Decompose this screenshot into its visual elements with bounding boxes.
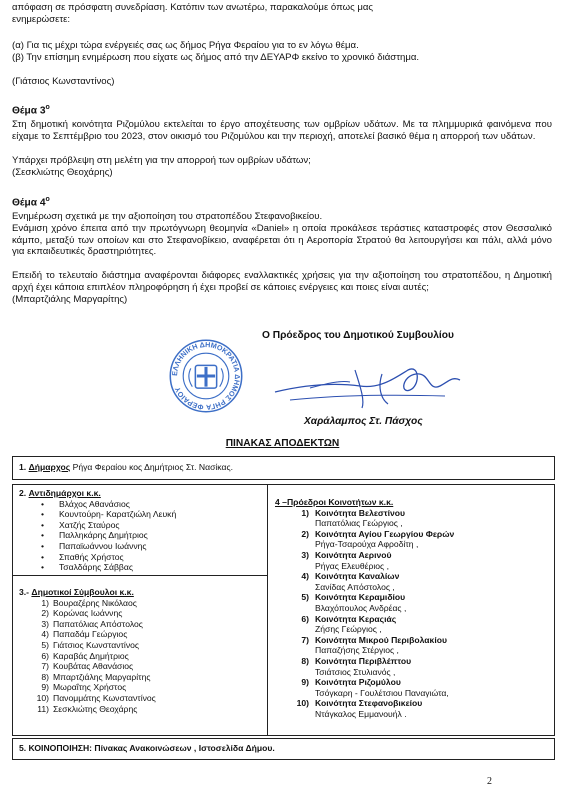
councillor-item	[19, 619, 263, 630]
community-name: Κοινότητα Κεραςιάς	[315, 613, 397, 624]
councillor-number: 9)	[41, 682, 49, 693]
community-president: Παπατόλιας Γεώργιος ,	[315, 518, 403, 529]
theme4-body-2: Επειδή το τελευταίο διάστημα αναφέρονται διάφορες εναλλακτικές χρήσεις για την αξιοποίηση του στρατοπέδου, η Δημοτική αρχή έχει κάποια επιπλέον πληροφόρηση ή έχει προβεί σε κάποιες ενέργειες και ποιες είναι αυτές;	[12, 270, 552, 293]
community-item	[275, 635, 549, 656]
community-name-row	[275, 614, 549, 625]
community-name: Κοινότητα Ριζομύλου	[315, 677, 401, 688]
councillor-number: 4)	[41, 629, 49, 640]
community-president: Βλαχόπουλος Ανδρέας ,	[315, 602, 407, 613]
theme4-body: Ενάμιση χρόνο έπειτα από την πρωτόγνωρη θεομηνία «Daniel» η οποία προκάλεσε τεράστιες καταστροφές στον Θεσσαλικό κάμπο, μεταξύ των οποίων και στο Στεφανοβίκειο, αναφέρεται ότι η Αεροπορία Στρατού θα λειτουργήσει και πάλι, αλλά μόνο για εκπαιδευτικές δραστηριότητες.	[12, 223, 552, 258]
councillor-name: Σεσκλιώτης Θεοχάρης	[53, 703, 138, 714]
community-item	[275, 614, 549, 635]
councillor-number: 2)	[41, 608, 49, 619]
community-item	[275, 571, 549, 592]
community-number: 2)	[301, 528, 309, 539]
community-name-row	[275, 698, 549, 709]
community-number: 9)	[301, 677, 309, 688]
community-name-row	[275, 571, 549, 582]
community-item	[275, 508, 549, 529]
community-number: 10)	[296, 698, 309, 709]
councillor-item	[19, 693, 263, 704]
mayor-entry: 1. Δήμαρχος Ρήγα Φεραίου κος Δημήτριος Στ. Νασίκας.	[19, 462, 234, 472]
councillor-name: Μπαρτζιάλης Μαργαρίτης	[53, 671, 151, 682]
community-name: Κοινότητα Περιβλέπτου	[315, 655, 412, 666]
councillors-section: 3.- Δημοτικοί Σύμβουλοι κ.κ. 1) Βουραζέρης Νικόλαος 2) Κορώνας Ιωάννης 3) Παπατόλιας Απόστολος 4) Παπαδάμ Γεώργιος 5) Γιάτσιος Κωνσταντίνος 6) Καραβάς Δημήτριος 7) Κουβάτας Αθανάσιος 8) Μπαρτζιάλης Μαργαρίτης 9) Μωραΐτης Χρήστος 10) Πανομμάτης Κωνσταντίνος 11) Σεσκλιώτης Θεοχάρης	[19, 587, 263, 714]
community-president: Ρήγας Ελευθέριος ,	[315, 560, 389, 571]
councillor-item	[19, 672, 263, 683]
councillor-name: Καραβάς Δημήτριος	[53, 650, 129, 661]
councillor-item	[19, 651, 263, 662]
councillor-number: 11)	[37, 703, 49, 714]
community-name: Κοινότητα Αγίου Γεωργίου Φερών	[315, 528, 455, 539]
question-a: (α) Για τις μέχρι τώρα ενέργειές σας ως δήμος Ρήγα Φεραίου για το εν λόγω θέμα.	[12, 40, 359, 51]
recipients-row-5	[12, 738, 555, 760]
deputy-mayor-item: • Χατζής Σταύρος	[19, 520, 263, 531]
community-number: 6)	[301, 613, 309, 624]
councillors-list	[19, 598, 263, 715]
councillor-name: Μωραΐτης Χρήστος	[53, 682, 127, 693]
deputy-mayor-item: • Παπαϊωάννου Ιωάννης	[19, 541, 263, 552]
councillor-item	[19, 640, 263, 651]
svg-text:ΕΛΛΗΝΙΚΗ ΔΗΜΟΚΡΑΤΙΑ ΔΗΜΟΣ ΡΗΓΑ: ΕΛΛΗΝΙΚΗ ΔΗΜΟΚΡΑΤΙΑ ΔΗΜΟΣ ΡΗΓΑ ΦΕΡΑΙΟΥ	[170, 340, 242, 412]
community-item	[275, 550, 549, 571]
councillor-number: 5)	[41, 639, 49, 650]
community-number: 5)	[301, 592, 309, 603]
community-name-row	[275, 656, 549, 667]
community-name-row	[275, 550, 549, 561]
councillor-number: 6)	[41, 650, 49, 661]
theme3-author: (Σεσκλιώτης Θεοχάρης)	[12, 167, 113, 178]
community-name: Κοινότητα Μικρού Περιβολακίου	[315, 634, 447, 645]
community-item	[275, 677, 549, 698]
community-name: Κοινότητα Βελεστίνου	[315, 507, 406, 518]
theme3-body: Στη δημοτική κοινότητα Ριζομύλου εκτελείται το έργο αποχέτευσης των ομβρίων υδάτων. Με τα πλημμυρικά φαινόμενα που είχαμε το Σεπτέμβριο του 2023, στον οικισμό του Ριζομύλου και την περιοχή, αποτελεί βασικό θέμα η απορροή των υδάτων.	[12, 119, 552, 142]
community-item	[275, 656, 549, 677]
deputy-mayors-list	[19, 499, 263, 573]
community-president: Τσιάτσιος Στυλιανός ,	[315, 666, 396, 677]
intro-author: (Γιάτσιος Κωνσταντίνος)	[12, 76, 115, 87]
page-number: 2	[487, 776, 492, 787]
councillor-number: 3)	[41, 618, 49, 629]
theme4-author: (Μπαρτζιάλης Μαργαρίτης)	[12, 294, 128, 305]
community-president: Ντάγκαλος Εμμανουήλ .	[315, 708, 407, 719]
community-number: 8)	[301, 655, 309, 666]
signature-title: Ο Πρόεδρος του Δημοτικού Συμβουλίου	[262, 330, 454, 341]
theme4-line-1: Ενημέρωση σχετικά με την αξιοποίηση του στρατοπέδου Στεφανοβικείου.	[12, 211, 323, 222]
municipal-seal	[168, 338, 244, 414]
councillor-number: 7)	[41, 661, 49, 672]
councillor-name: Κορώνας Ιωάννης	[53, 608, 123, 619]
deputy-mayor-item: • Τσαλδάρης Σάββας	[19, 562, 263, 573]
column-divider	[267, 485, 268, 735]
community-name: Κοινότητα Αερινού	[315, 549, 392, 560]
intro-line-1: απόφαση σε πρόσφατη συνεδρίαση. Κατόπιν των ανωτέρω, παρακαλούμε όπως μας	[12, 2, 374, 13]
councillor-item	[19, 704, 263, 715]
deputy-mayor-item: • Κουντούρη- Καρατζιώλη Λευκή	[19, 509, 263, 520]
councillor-name: Κουβάτας Αθανάσιος	[53, 661, 134, 672]
community-item	[275, 529, 549, 550]
councillor-name: Γιάτσιος Κωνσταντίνος	[53, 639, 140, 650]
councillor-item	[19, 598, 263, 609]
community-name-row	[275, 508, 549, 519]
theme4-heading: Θέμα $4^o$	[12, 196, 50, 209]
deputy-mayor-item: • Παλληκάρης Δημήτριος	[19, 530, 263, 541]
councillor-item	[19, 608, 263, 619]
community-name-row	[275, 592, 549, 603]
question-b: (β) Την επίσημη ενημέρωση που είχατε ως δήμος από την ΔΕΥΑΡΦ εκείνο το χρονικό διάστημα.	[12, 52, 420, 63]
signer-name: Χαράλαμπος Στ. Πάσχος	[304, 416, 423, 427]
community-number: 3)	[301, 549, 309, 560]
community-president: Παπαζήσης Στέργιος ,	[315, 645, 399, 656]
councillor-item	[19, 629, 263, 640]
community-name: Κοινότητα Κεραμιδίου	[315, 592, 406, 603]
handwritten-signature	[270, 356, 470, 418]
councillor-number: 8)	[41, 671, 49, 682]
community-name: Κοινότητα Καναλίων	[315, 571, 400, 582]
community-presidents-section: 4 –Πρόεδροι Κοινοτήτων κ.κ. 1) Κοινότητα Βελεστίνου Παπατόλιας Γεώργιος , 2) Κοινότητα Αγίου Γεωργίου Φερών Ρήγα-Τσαρούχα Αφροδίτη , 3) Κοινότητα Αερινού Ρήγας Ελευθέριος , 4) Κοινότητα Καναλίων Σανίδας Απόστολος , 5) Κοινότητα Κεραμιδίου Βλαχόπουλος Ανδρέας , 6) Κοινότητα Κεραςιάς Ζήσης Γεώργιος , 7) Κοινότητα Μικρού Περιβολακίου Παπαζήσης Στέργιος , 8) Κοινότητα Περιβλέπτου Τσιάτσιος Στυλιανός , 9) Κοινότητα Ριζομύλου Τσόγκαρη - Γουλέτσιου Παναγιώτα, 10) Κοινότητα Στεφανοβικείου Ντάγκαλος Εμμανουήλ .	[275, 497, 549, 719]
councillor-number: 1)	[41, 597, 49, 608]
deputy-mayors-section: 2. Αντιδημάρχοι κ.κ. • Βλάχος Αθανάσιος • Κουντούρη- Καρατζιώλη Λευκή • Χατζής Σταύρος • Παλληκάρης Δημήτριος • Παπαϊωάννου Ιωάννης • Σπαθής Χρήστος • Τσαλδάρης Σάββας	[19, 488, 263, 573]
community-name-row	[275, 529, 549, 540]
community-name: Κοινότητα Στεφανοβικείου	[315, 698, 423, 709]
community-president: Ζήσης Γεώργιος ,	[315, 624, 382, 635]
councillor-item	[19, 682, 263, 693]
deputy-mayor-item: • Βλάχος Αθανάσιος	[19, 499, 263, 510]
theme3-heading: Θέμα $3^o$	[12, 104, 50, 117]
community-item	[275, 592, 549, 613]
community-number: 1)	[301, 507, 309, 518]
theme3-question: Υπάρχει πρόβλεψη στη μελέτη για την απορροή των ομβρίων υδάτων;	[12, 155, 311, 166]
community-presidents-list	[275, 508, 549, 720]
recipients-row-1	[12, 456, 555, 480]
councillor-item	[19, 661, 263, 672]
recipients-main-block	[12, 484, 555, 736]
section-divider	[13, 575, 267, 576]
community-president: Ρήγα-Τσαρούχα Αφροδίτη ,	[315, 539, 419, 550]
deputy-mayor-item: • Σπαθής Χρήστος	[19, 552, 263, 563]
councillor-name: Παπαδάμ Γεώργιος	[53, 629, 128, 640]
community-name-row	[275, 635, 549, 646]
community-president: Τσόγκαρη - Γουλέτσιου Παναγιώτα,	[315, 687, 449, 698]
community-number: 4)	[301, 571, 309, 582]
councillor-name: Πανομμάτης Κωνσταντίνος	[53, 692, 156, 703]
recipients-table-title: ΠΙΝΑΚΑΣ ΑΠΟΔΕΚΤΩΝ	[225, 438, 340, 449]
intro-line-2: ενημερώσετε:	[12, 14, 71, 25]
councillor-name: Παπατόλιας Απόστολος	[53, 618, 143, 629]
community-name-row	[275, 677, 549, 688]
councillor-number: 10)	[36, 692, 49, 703]
community-number: 7)	[301, 634, 309, 645]
councillor-name: Βουραζέρης Νικόλαος	[53, 597, 137, 608]
notification-entry: 5. ΚΟΙΝΟΠΟΙΗΣΗ: Πίνακας Ανακοινώσεων , Ιστοσελίδα Δήμου.	[19, 743, 275, 753]
community-item	[275, 698, 549, 719]
community-president: Σανίδας Απόστολος ,	[315, 581, 395, 592]
